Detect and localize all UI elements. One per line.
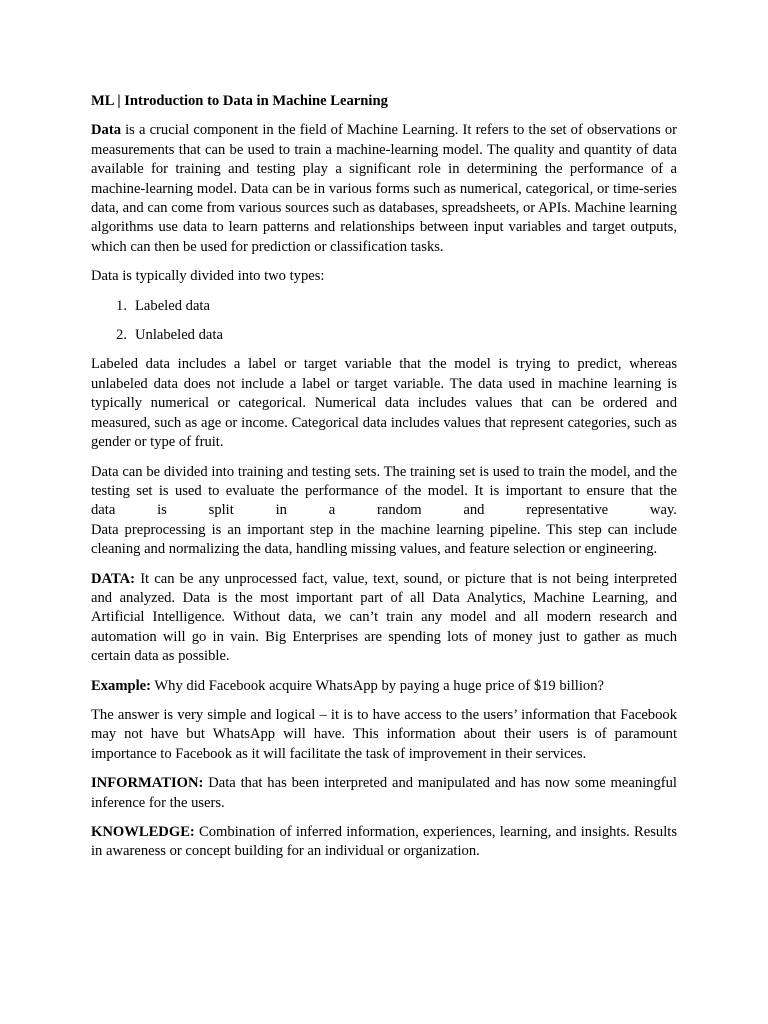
word: and: [463, 502, 485, 519]
word: split: [208, 502, 234, 519]
paragraph-labeled-data: Labeled data includes a label or target variable that the model is trying to predict, whereas unlabeled data does not include a label or target variable. The data used in machine learning is typically numerical or categorical. Numerical data includes values that can be ordered and measured, such as age or income. Categorical data includes values that represent categories, such as gender or type of fruit.: [91, 356, 677, 451]
paragraph-information: [91, 774, 677, 813]
lead-term: INFORMATION:: [91, 775, 204, 792]
paragraph-knowledge: [91, 823, 677, 862]
paragraph-text: Combination of inferred information, experiences, learning, and insights. Results in awareness or concept building for an individual or organization.: [91, 824, 677, 860]
paragraph-train-test: [91, 463, 677, 560]
page-title: ML | Introduction to Data in Machine Learning: [91, 93, 388, 109]
paragraph-data-intro: [91, 121, 677, 257]
paragraph-text: Data that has been interpreted and manipulated and has now some meaningful inference for the users.: [91, 775, 677, 811]
list-item-number: 1.: [116, 297, 127, 314]
paragraph-text: Data preprocessing is an important step in the machine learning pipeline. This step can include cleaning and normalizing the data, handling missing values, and feature selection or engineering.: [91, 521, 677, 558]
document-page: [91, 92, 677, 872]
list-item: [91, 326, 677, 345]
word: way.: [649, 502, 677, 519]
list-item: [91, 297, 677, 316]
spread-line: [91, 501, 677, 520]
lead-term: Data: [91, 122, 121, 139]
lead-term: KNOWLEDGE:: [91, 824, 195, 840]
paragraph-text: is a crucial component in the field of Machine Learning. It refers to the set of observations or measurements that can be used to train a machine-learning model. The quality and quantity of data available for training and testing play a significant role in determining the performance of a machine-learning model. Data can be in various forms such as numerical, categorical, or time-series data, and can come from various sources such as databases, spreadsheets, or APIs. Machine learning algorithms use data to learn patterns and relationships between input variables and target outputs, which can then be used for prediction or classification tasks.: [91, 122, 677, 255]
lead-term: Example:: [91, 677, 151, 694]
word: is: [157, 502, 167, 519]
paragraph-text: Why did Facebook acquire WhatsApp by paying a huge price of $19 billion?: [151, 677, 604, 694]
paragraph-data-definition: [91, 570, 677, 667]
word: a: [328, 502, 336, 519]
word: random: [377, 502, 422, 519]
paragraph-text: It can be any unprocessed fact, value, text, sound, or picture that is not being interpreted and analyzed. Data is the most important part of all Data Analytics, Machine Learning, and Artificial Intelligence. Without data, we can’t train any model and all modern research and automation will go in vain. Big Enterprises are spending lots of money just to gather as much certain data as possible.: [91, 570, 677, 665]
word: data: [91, 502, 116, 519]
word: representative: [526, 502, 609, 519]
word: in: [275, 502, 287, 519]
paragraph-example: [91, 677, 677, 696]
lead-term: DATA:: [91, 570, 136, 587]
data-types-list: [91, 297, 677, 346]
list-item-label: Labeled data: [135, 297, 210, 314]
paragraph-answer: The answer is very simple and logical – it is to have access to the users’ information that Facebook may not have but WhatsApp will have. This information about their users is of paramount importance to Facebook as it will facilitate the task of improvement in their services.: [91, 706, 677, 762]
paragraph-text: Data can be divided into training and testing sets. The training set is used to train the model, and the testing set is used to evaluate the performance of the model. It is important to ensure that the: [91, 463, 677, 499]
list-item-number: 2.: [116, 327, 127, 344]
paragraph-types-intro: Data is typically divided into two types:: [91, 268, 325, 285]
list-item-label: Unlabeled data: [135, 327, 223, 344]
